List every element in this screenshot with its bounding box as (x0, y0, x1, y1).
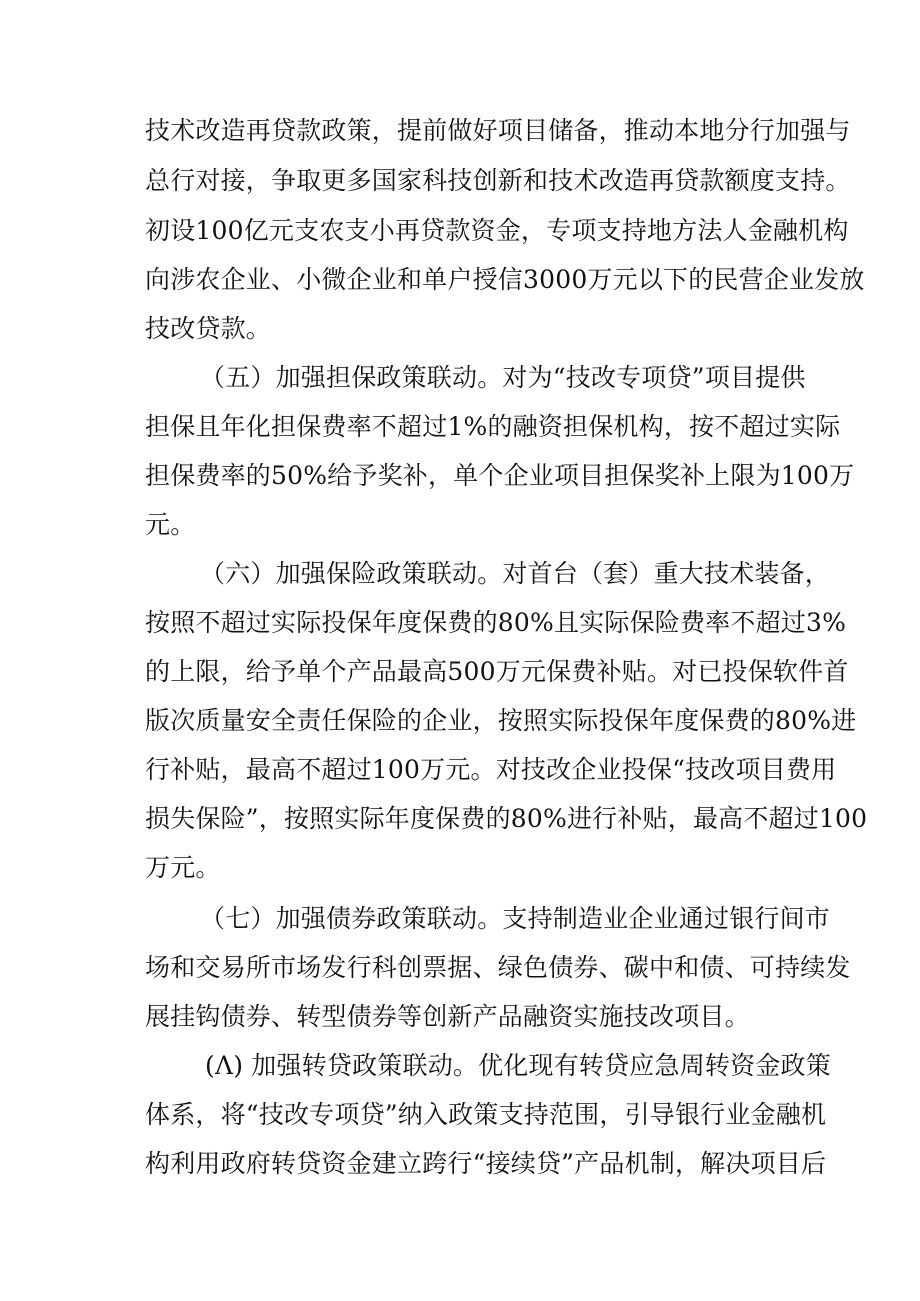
section-eight-heading-line: (Λ) 加强转贷政策联动。优化现有转贷应急周转资金政策 (205, 1051, 831, 1080)
text-line: 行补贴，最高不超过100万元。对技改企业投保“技改项目费用 (145, 755, 837, 784)
text-line: 版次质量安全责任保险的企业，按照实际投保年度保费的80%进 (145, 706, 857, 735)
text-line: 场和交易所市场发行科创票据、绿色债券、碳中和债、可持续发 (145, 953, 851, 982)
text-line: 体系，将“技改专项贷”纳入政策支持范围，引导银行业金融机 (145, 1100, 827, 1129)
text-line: 技术改造再贷款政策，提前做好项目储备，推动本地分行加强与 (145, 116, 851, 145)
text-line: 万元。 (145, 853, 221, 882)
text-line: 总行对接，争取更多国家科技创新和技术改造再贷款额度支持。 (145, 166, 851, 195)
text-line: 技改贷款。 (145, 314, 272, 343)
text-line: 初设100亿元支农支小再贷款资金，专项支持地方法人金融机构 (145, 216, 849, 245)
section-five-heading-line: （五）加强担保政策联动。对为“技改专项贷”项目提供 (200, 363, 806, 392)
section-six-heading-line: （六）加强保险政策联动。对首台（套）重大技术装备， (200, 559, 831, 588)
section-seven-heading-line: （七）加强债券政策联动。支持制造业企业通过银行间市 (200, 904, 831, 933)
text-line: 按照不超过实际投保年度保费的80%且实际保险费率不超过3% (145, 608, 847, 637)
text-line: 担保且年化担保费率不超过1%的融资担保机构，按不超过实际 (145, 412, 841, 441)
text-line: 元。 (145, 510, 196, 539)
text-line: 向涉农企业、小微企业和单户授信3000万元以下的民营企业发放 (145, 265, 865, 294)
text-line: 担保费率的50%给予奖补，单个企业项目担保奖补上限为100万 (145, 461, 855, 490)
text-line: 展挂钩债券、转型债券等创新产品融资实施技改项目。 (145, 1002, 750, 1031)
text-line: 损失保险”，按照实际年度保费的80%进行补贴，最高不超过100 (145, 804, 868, 833)
text-line: 构利用政府转贷资金建立跨行“接续贷”产品机制，解决项目后 (145, 1149, 827, 1178)
text-line: 的上限，给予单个产品最高500万元保费补贴。对已投保软件首 (145, 657, 849, 686)
